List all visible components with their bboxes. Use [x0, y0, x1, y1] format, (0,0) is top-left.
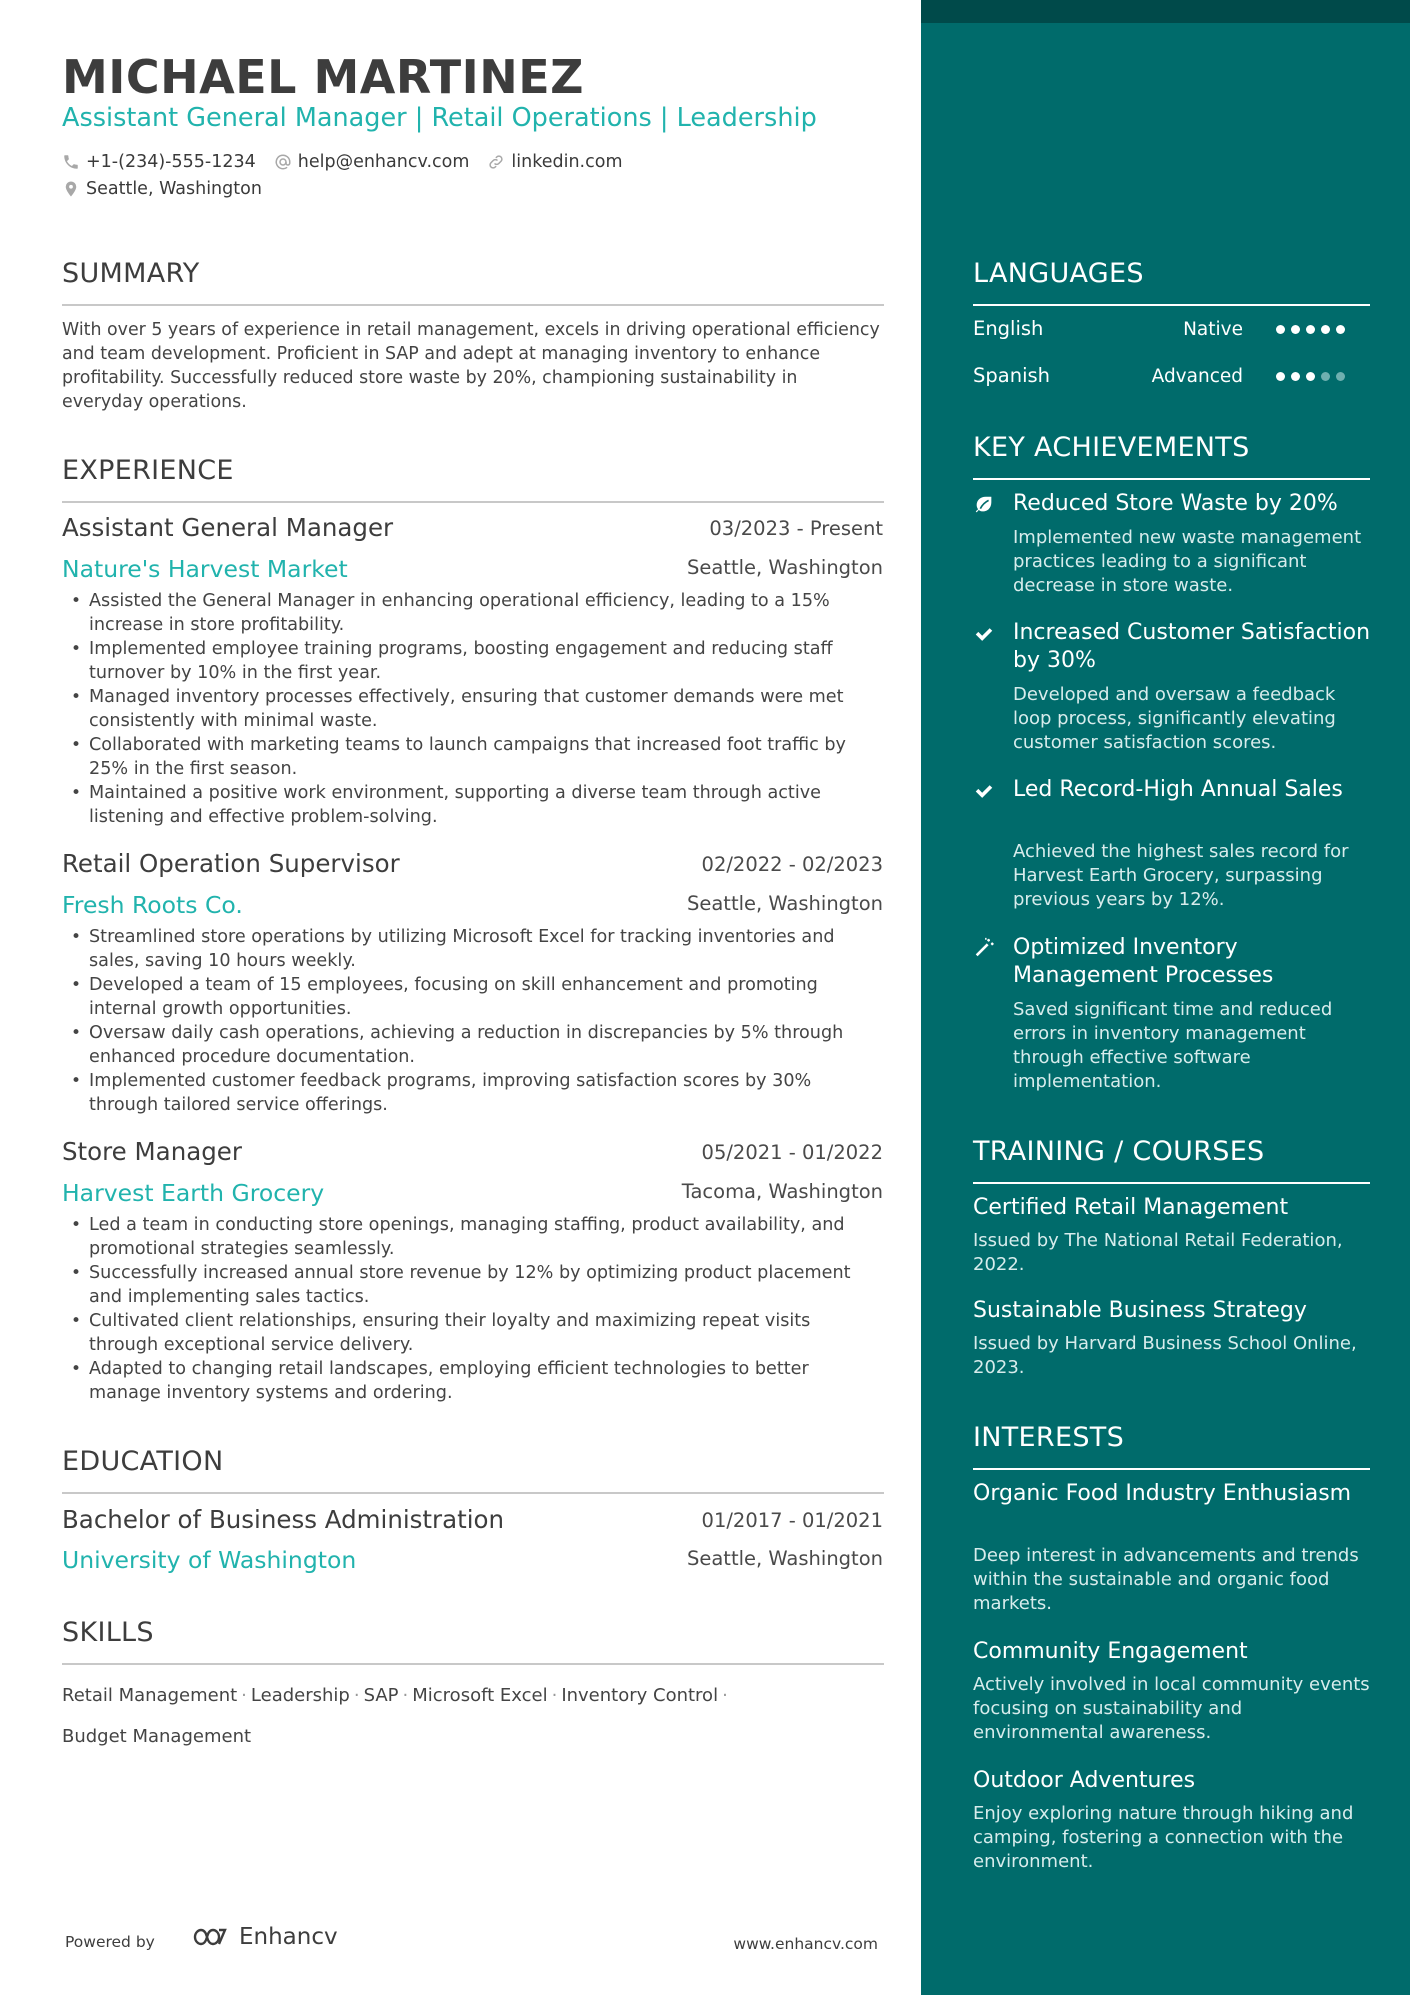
- link-icon: [487, 153, 505, 171]
- enhancv-logo[interactable]: [183, 1924, 338, 1950]
- linkedin-link[interactable]: linkedin.com: [511, 152, 623, 172]
- proficiency-dot-filled: [1276, 325, 1285, 334]
- job-company: Fresh Roots Co.: [62, 891, 243, 919]
- skill-item: Retail Management: [62, 1685, 238, 1706]
- achievement-title: Led Record-High Annual Sales: [1013, 777, 1343, 802]
- interests-divider: [973, 1468, 1370, 1470]
- check-icon: [973, 780, 995, 802]
- achievement-title: Optimized Inventory Management Processes: [1013, 935, 1274, 988]
- interest-title: Community Engagement: [973, 1639, 1248, 1664]
- achievement-title: Increased Customer Satisfaction by 30%: [1013, 620, 1371, 673]
- skills-list: [62, 1675, 884, 1757]
- location-row: [62, 179, 280, 199]
- website-link[interactable]: www.enhancv.com: [733, 1935, 878, 1953]
- skills-divider: [62, 1663, 884, 1665]
- achievement-description: Achieved the highest sales record for Harvest Earth Grocery, surpassing previous years by 12%.: [1013, 841, 1349, 910]
- location-pin-icon: [62, 180, 80, 198]
- job-location: Tacoma, Washington: [681, 1180, 883, 1203]
- achievements-divider: [973, 478, 1370, 480]
- interest-title: Outdoor Adventures: [973, 1768, 1196, 1793]
- skill-item: Budget Management: [62, 1726, 252, 1747]
- course-title: Certified Retail Management: [973, 1195, 1289, 1220]
- proficiency-dot-filled: [1276, 372, 1285, 381]
- enhancv-brand: Enhancv: [239, 1924, 338, 1950]
- language-name: English: [973, 317, 1044, 340]
- job-bullets: [62, 589, 884, 829]
- job-bullet: • Developed a team of 15 employees, focusing on skill enhancement and promoting internal growth opportunities.: [62, 973, 884, 1021]
- job-bullet: • Managed inventory processes effectively, ensuring that customer demands were met consistently with minimal waste.: [62, 685, 884, 733]
- proficiency-dot-empty: [1321, 372, 1330, 381]
- magic-wand-icon: [973, 937, 995, 959]
- summary-heading: SUMMARY: [62, 258, 200, 289]
- proficiency-dot-filled: [1291, 372, 1300, 381]
- skill-item: Microsoft Excel: [412, 1685, 548, 1706]
- training-divider: [973, 1182, 1370, 1184]
- job-bullet: • Implemented employee training programs, boosting engagement and reducing staff turnover by 10% in the first year.: [62, 637, 884, 685]
- achievement-description: Saved significant time and reduced errors in inventory management through effective software implementation.: [1013, 999, 1333, 1092]
- languages-divider: [973, 304, 1370, 306]
- summary-text: With over 5 years of experience in retail management, excels in driving operational efficiency and team development. Proficient in SAP and adept at managing inventory to enhance profitability. Successfully reduced store waste by 20%, championing sustainability in everyday operations.: [62, 320, 880, 412]
- sidebar-top-band: [921, 0, 1410, 23]
- interest-description: Enjoy exploring nature through hiking and camping, fostering a connection with the environment.: [973, 1803, 1354, 1872]
- sidebar: [921, 0, 1410, 1995]
- proficiency-dot-filled: [1306, 372, 1315, 381]
- languages-heading: LANGUAGES: [973, 258, 1144, 289]
- skill-separator: ·: [353, 1685, 360, 1706]
- phone-text: +1-(234)-555-1234: [86, 152, 256, 172]
- email-link[interactable]: help@enhancv.com: [297, 152, 470, 172]
- proficiency-dot-filled: [1306, 325, 1315, 334]
- summary-divider: [62, 304, 884, 306]
- infinity-icon: [183, 1924, 231, 1950]
- job-bullets: [62, 1213, 884, 1405]
- proficiency-dot-empty: [1336, 372, 1345, 381]
- contact-email[interactable]: [274, 152, 470, 172]
- degree-title: Bachelor of Business Administration: [62, 1505, 505, 1534]
- contact-row: [62, 152, 641, 172]
- training-heading: TRAINING / COURSES: [973, 1136, 1265, 1167]
- contact-location: [62, 179, 262, 199]
- language-level: Advanced: [1151, 366, 1243, 387]
- achievements-heading: KEY ACHIEVEMENTS: [973, 432, 1250, 463]
- education-heading: EDUCATION: [62, 1446, 224, 1477]
- school-name: University of Washington: [62, 1546, 357, 1574]
- language-level: Native: [1183, 319, 1243, 340]
- skill-separator: ·: [241, 1685, 247, 1706]
- skills-heading: SKILLS: [62, 1617, 154, 1648]
- job-bullet: • Streamlined store operations by utilizing Microsoft Excel for tracking inventories and sales, saving 10 hours weekly.: [62, 925, 884, 973]
- skill-item: Inventory Control: [561, 1685, 719, 1706]
- interests-heading: INTERESTS: [973, 1422, 1125, 1453]
- skill-item: Leadership: [250, 1685, 350, 1706]
- proficiency-dot-filled: [1336, 325, 1345, 334]
- job-bullet: • Assisted the General Manager in enhancing operational efficiency, leading to a 15% increase in store profitability.: [62, 589, 884, 637]
- language-name: Spanish: [973, 364, 1051, 387]
- achievement-description: Developed and oversaw a feedback loop process, significantly elevating customer satisfaction scores.: [1013, 684, 1336, 753]
- education-divider: [62, 1492, 884, 1494]
- language-proficiency-dots: [1276, 372, 1351, 381]
- leaf-icon: [973, 494, 995, 516]
- education-dates: 01/2017 - 01/2021: [701, 1509, 883, 1532]
- achievement-description: Implemented new waste management practices leading to a significant decrease in store waste.: [1013, 527, 1362, 596]
- job-company: Harvest Earth Grocery: [62, 1179, 325, 1207]
- achievement-title: Reduced Store Waste by 20%: [1013, 491, 1338, 516]
- location-text: Seattle, Washington: [86, 179, 262, 199]
- job-bullet: • Successfully increased annual store revenue by 12% by optimizing product placement and implementing sales tactics.: [62, 1261, 884, 1309]
- course-title: Sustainable Business Strategy: [973, 1298, 1307, 1323]
- skill-separator: ·: [402, 1685, 409, 1706]
- job-title: Retail Operation Supervisor: [62, 849, 400, 878]
- job-dates: 05/2021 - 01/2022: [701, 1141, 883, 1164]
- skill-item: SAP: [363, 1685, 399, 1706]
- check-icon: [973, 623, 995, 645]
- job-company: Nature's Harvest Market: [62, 555, 348, 583]
- powered-by-label: Powered by: [65, 1933, 155, 1951]
- job-bullet: • Adapted to changing retail landscapes, employing efficient technologies to better manage inventory systems and ordering.: [62, 1357, 884, 1405]
- experience-divider: [62, 501, 884, 503]
- job-dates: 03/2023 - Present: [709, 517, 883, 540]
- job-location: Seattle, Washington: [686, 556, 883, 579]
- job-title: Assistant General Manager: [62, 513, 394, 542]
- job-bullet: • Implemented customer feedback programs, improving satisfaction scores by 30% through tailored service offerings.: [62, 1069, 884, 1117]
- interest-description: Actively involved in local community events focusing on sustainability and environmental awareness.: [973, 1674, 1370, 1743]
- job-title: Store Manager: [62, 1137, 242, 1166]
- course-description: Issued by Harvard Business School Online, 2023.: [973, 1333, 1357, 1378]
- proficiency-dot-filled: [1291, 325, 1300, 334]
- at-icon: [274, 153, 292, 171]
- skill-separator: ·: [551, 1685, 558, 1706]
- experience-heading: EXPERIENCE: [62, 455, 234, 486]
- job-location: Seattle, Washington: [686, 892, 883, 915]
- job-bullets: [62, 925, 884, 1117]
- job-bullet: • Led a team in conducting store openings, managing staffing, product availability, and promotional strategies seamlessly.: [62, 1213, 884, 1261]
- interest-title: Organic Food Industry Enthusiasm: [973, 1481, 1352, 1506]
- school-location: Seattle, Washington: [686, 1547, 883, 1570]
- contact-linkedin[interactable]: [487, 152, 622, 172]
- phone-icon: [62, 153, 80, 171]
- job-dates: 02/2022 - 02/2023: [701, 853, 883, 876]
- job-bullet: • Cultivated client relationships, ensuring their loyalty and maximizing repeat visits through exceptional service delivery.: [62, 1309, 884, 1357]
- job-bullet: • Collaborated with marketing teams to launch campaigns that increased foot traffic by 25% in the first season.: [62, 733, 884, 781]
- proficiency-dot-filled: [1321, 325, 1330, 334]
- skill-separator: ·: [722, 1685, 728, 1706]
- contact-phone: [62, 152, 256, 172]
- job-bullet: • Oversaw daily cash operations, achieving a reduction in discrepancies by 5% through enhanced procedure documentation.: [62, 1021, 884, 1069]
- candidate-headline: Assistant General Manager | Retail Operations | Leadership: [62, 103, 817, 133]
- candidate-name: MICHAEL MARTINEZ: [62, 50, 584, 104]
- job-bullet: • Maintained a positive work environment, supporting a diverse team through active listening and effective problem-solving.: [62, 781, 884, 829]
- course-description: Issued by The National Retail Federation, 2022.: [973, 1230, 1343, 1275]
- interest-description: Deep interest in advancements and trends within the sustainable and organic food markets.: [973, 1545, 1359, 1614]
- language-proficiency-dots: [1276, 325, 1351, 334]
